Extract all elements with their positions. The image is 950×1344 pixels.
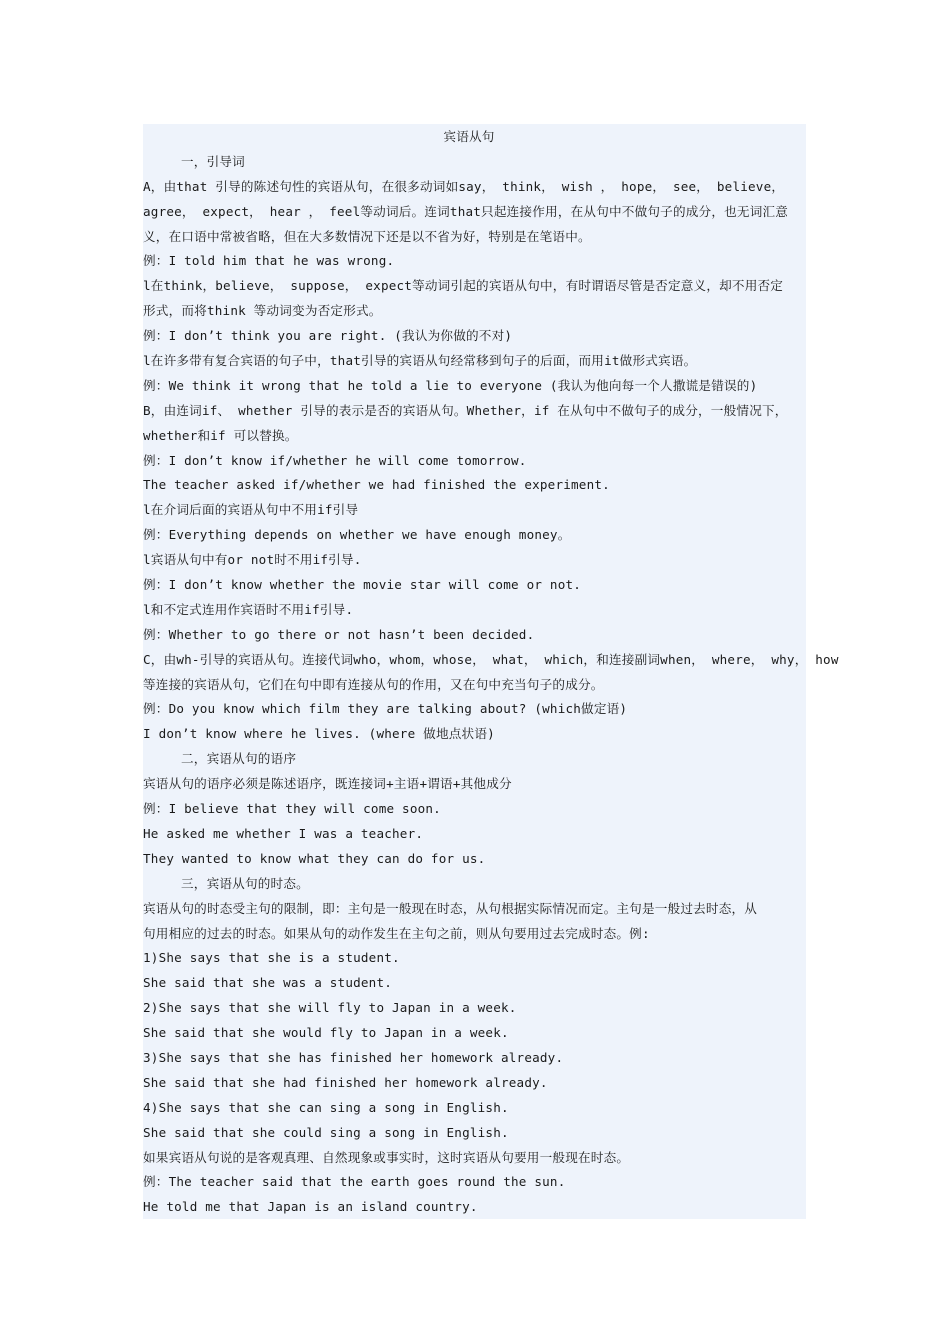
text-line: 例：I believe that they will come soon. [143,801,441,817]
section-heading: 一，引导词 [181,153,245,169]
document-body [143,125,839,1220]
text-line: She said that she would fly to Japan in a week. [143,1025,509,1041]
text-line: 例：I told him that he was wrong. [143,253,395,269]
text-line: A，由that 引导的陈述句性的宾语从句，在很多动词如say， think， wish ， hope， see， believe， [143,178,785,194]
text-line: She said that she had finished her homework already. [143,1074,548,1090]
text-line: 如果宾语从句说的是客观真理、自然现象或事实时，这时宾语从句要用一般现在时态。 [143,1149,630,1165]
text-line: B，由连词if、 whether 引导的表示是否的宾语从句。Whether，if 在从句中不做句子的成分，一般情况下， [143,402,788,418]
text-line: l在think，believe， suppose， expect等动词引起的宾语从句中，有时谓语尽管是否定意义，却不用否定 [143,278,784,294]
text-line: He asked me whether I was a teacher. [143,825,424,841]
text-line: l在介词后面的宾语从句中不用if引导 [143,502,359,518]
text-line: C，由wh-引导的宾语从句。连接代词who，whom，whose， what， which，和连接副词when， where， why， how [143,651,839,667]
text-line: 2)She says that she will fly to Japan in a week. [143,1000,517,1016]
text-line: 例：I don’t think you are right. (我认为你做的不对) [143,328,513,344]
section-heading: 三，宾语从句的时态。 [181,875,309,891]
text-line: agree， expect， hear ， feel等动词后。连词that只起连接作用，在从句中不做句子的成分，也无词汇意 [143,203,789,219]
text-line: 句用相应的过去的时态。如果从句的动作发生在主句之前，则从句要用过去完成时态。例: [143,925,650,941]
text-line: They wanted to know what they can do for us. [143,850,486,866]
text-line: 4)She says that she can sing a song in English. [143,1099,509,1115]
text-line: She said that she was a student. [143,975,393,991]
text-line: 形式，而将think 等动词变为否定形式。 [143,303,382,319]
text-line: 例：I don’t know whether the movie star will come or not. [143,577,582,593]
section-heading: 二，宾语从句的语序 [181,751,297,767]
text-line: 3)She says that she has finished her homework already. [143,1049,564,1065]
text-line: l和不定式连用作宾语时不用if引导. [143,601,354,617]
text-line: 宾语从句的语序必须是陈述语序，既连接词+主语+谓语+其他成分 [143,776,512,792]
text-line: She said that she could sing a song in English. [143,1124,509,1140]
text-line: 例：Everything depends on whether we have enough money。 [143,527,571,543]
document-page [143,124,839,1219]
text-line: I don’t know where he lives. (where 做地点状语) [143,726,495,742]
text-line: 例：Do you know which film they are talking about? (which做定语) [143,701,628,717]
text-line: 1)She says that she is a student. [143,950,400,966]
text-line: 例：The teacher said that the earth goes round the sun. [143,1174,566,1190]
document-title: 宾语从句 [443,129,495,144]
text-line: He told me that Japan is an island country. [143,1199,478,1215]
text-line: whether和if 可以替换。 [143,427,298,443]
text-line: 等连接的宾语从句，它们在句中即有连接从句的作用，又在句中充当句子的成分。 [143,676,604,692]
text-line: The teacher asked if/whether we had finished the experiment. [143,477,610,493]
text-line: 宾语从句的时态受主句的限制，即：主句是一般现在时态，从句根据实际情况而定。主句是一般过去时态，从 [143,900,758,916]
text-line: 例：Whether to go there or not hasn’t been decided. [143,626,535,642]
text-line: 例：I don’t know if/whether he will come tomorrow. [143,452,527,468]
text-line: 例：We think it wrong that he told a lie to everyone (我认为他向每一个人撒谎是错误的) [143,377,758,393]
text-line: 义，在口语中常被省略，但在大多数情况下还是以不省为好，特别是在笔语中。 [143,228,591,244]
text-line: l在许多带有复合宾语的句子中，that引导的宾语从句经常移到句子的后面，而用it做形式宾语。 [143,353,697,369]
text-line: l宾语从句中有or not时不用if引导. [143,552,362,568]
